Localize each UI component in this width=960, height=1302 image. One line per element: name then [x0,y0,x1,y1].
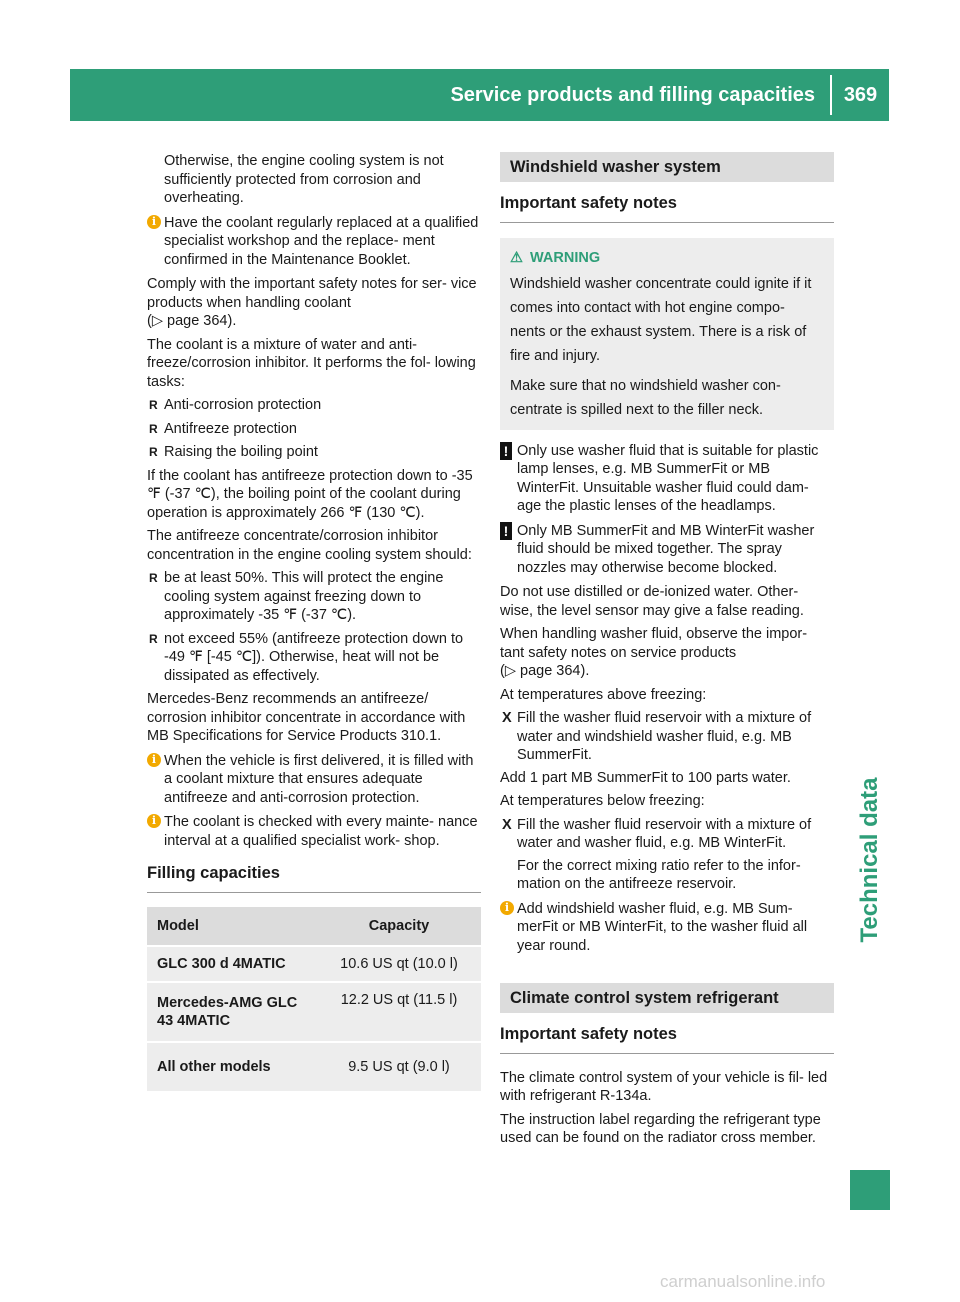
list-item: R Raising the boiling point [147,443,481,462]
page-reference-link[interactable]: (▷ page 364). [147,313,237,329]
table-header-model: Model [147,907,317,945]
paragraph: The instruction label regarding the refrigerant type used can be found on the radiator cross member. [500,1111,821,1146]
step-text: Fill the washer fluid reservoir with a mixture of water and windshield washer fluid, e.g. MB SummerFit. [517,710,812,763]
table-cell-capacity: 12.2 US qt (11.5 l) [317,983,481,1041]
caution-icon: ! [500,522,512,540]
step-text: Fill the washer fluid reservoir with a mixture of water and washer fluid, e.g. MB WinterFit. [517,816,812,851]
paragraph: The coolant is a mixture of water and anti- freeze/corrosion inhibitor. It performs the fol- lowing tasks: [147,336,476,390]
info-icon: i [500,901,514,915]
warning-triangle-icon: ⚠ [510,249,523,266]
paragraph: At temperatures above freezing: [500,686,707,703]
paragraph: The antifreeze concentrate/corrosion inhibitor concentration in the engine cooling system should: [147,528,472,563]
warning-text: Make sure that no windshield washer con- centrate is spilled next to the filler neck. [510,377,781,418]
caution-note [500,442,834,516]
paragraph: At temperatures below freezing: [500,793,705,809]
info-icon: i [147,814,161,828]
note-text: Add windshield washer fluid, e.g. MB Sum- merFit or MB WinterFit, to the washer fluid all year round. [517,900,808,954]
instruction-step [500,709,834,765]
washer-system-heading: Windshield washer system [500,152,834,182]
step-arrow-icon: X [502,816,512,833]
safety-notes-heading: Important safety notes [500,1025,834,1054]
concentration-list [147,569,481,685]
paragraph: Add 1 part MB SummerFit to 100 parts water. [500,769,791,786]
note-text: Have the coolant regularly replaced at a qualified specialist workshop and the replace- ment confirmed in the Maintenance Booklet. [164,214,479,268]
warning-text: Windshield washer concentrate could ignite if it comes into contact with hot engine compo- nents or the exhaust system. There is a risk of fire and injury. [510,275,812,364]
paragraph: Do not use distilled or de-ionized water. Other- wise, the level sensor may give a false reading. [500,584,804,619]
paragraph: If the coolant has antifreeze protection down to -35 ℉ (-37 ℃), the boiling point of the coolant during operation is approximately 266 ℉ (130 ℃). [147,467,473,521]
note-text: Only MB SummerFit and MB WinterFit washer fluid should be mixed together. The spray nozzles may otherwise become blocked. [517,522,815,576]
step-arrow-icon: X [502,710,512,726]
info-note [147,813,481,850]
paragraph: Otherwise, the engine cooling system is not sufficiently protected from corrosion and overheating. [164,153,444,206]
warning-title: ⚠ WARNING [510,246,824,270]
note-text: When the vehicle is first delivered, it is filled with a coolant mixture that ensures adequate antifreeze and anti-corrosion protection. [164,752,474,806]
page-reference-link[interactable]: (▷ page 364). [500,663,590,679]
info-note [147,752,481,808]
capacity-table [147,905,481,1093]
info-icon: i [147,215,161,229]
paragraph: For the correct mixing ratio refer to the infor- mation on the antifreeze reservoir. [517,857,801,892]
header-bar [70,69,889,121]
table-row [147,1043,481,1091]
filling-capacities-heading: Filling capacities [147,864,481,893]
table-header-capacity: Capacity [317,907,481,945]
table-cell-model: GLC 300 d 4MATIC [147,947,317,981]
note-text: Only use washer fluid that is suitable for plastic lamp lenses, e.g. MB SummerFit or MB WinterFit. Unsuitable washer fluid could dam- age the plastic lenses of the headlamps. [517,442,819,514]
page-number: 369 [843,84,878,106]
list-item: R Anti-corrosion protection [147,396,481,415]
paragraph: The climate control system of your vehicle is fil- led with refrigerant R-134a. [500,1069,828,1104]
task-list [147,396,481,462]
paragraph: When handling washer fluid, observe the impor- tant safety notes on service products (▷ page 364). [500,626,808,679]
table-cell-capacity: 10.6 US qt (10.0 l) [317,947,481,981]
info-note [147,214,481,270]
list-item: R be at least 50%. This will protect the engine cooling system against freezing down to approximately -35 ℉ (-37 ℃). [147,569,481,625]
caution-note [500,522,834,578]
header-title: Service products and filling capacities [450,84,815,106]
list-item: R not exceed 55% (antifreeze protection down to -49 ℉ [-45 ℃]). Otherwise, heat will not be dissipated as effectively. [147,630,481,686]
table-row [147,983,481,1041]
watermark: carmanualsonline.info [660,1272,826,1291]
table-header-row [147,907,481,945]
side-tab-label: Technical data [856,777,883,943]
list-item: R Antifreeze protection [147,420,481,439]
right-column [500,152,834,1153]
left-column [147,152,481,1093]
paragraph: Mercedes-Benz recommends an antifreeze/ corrosion inhibitor concentrate in accordance with MB Specifications for Service Products 310.1. [147,691,466,744]
paragraph: Comply with the important safety notes for ser- vice products when handling coolant (▷ page 364). [147,276,477,329]
table-cell-model: Mercedes-AMG GLC 43 4MATIC [147,983,317,1041]
warning-box [500,238,834,430]
climate-refrigerant-heading: Climate control system refrigerant [500,983,834,1013]
table-cell-capacity: 9.5 US qt (9.0 l) [317,1043,481,1091]
info-icon: i [147,753,161,767]
side-marker [850,1170,890,1210]
table-row [147,947,481,981]
side-tab [850,700,890,1020]
note-text: The coolant is checked with every mainte- nance interval at a qualified specialist work- shop. [164,814,478,849]
table-cell-model: All other models [147,1043,317,1091]
instruction-step [500,816,834,853]
safety-notes-heading: Important safety notes [500,194,834,223]
info-note [500,900,834,956]
caution-icon: ! [500,442,512,460]
